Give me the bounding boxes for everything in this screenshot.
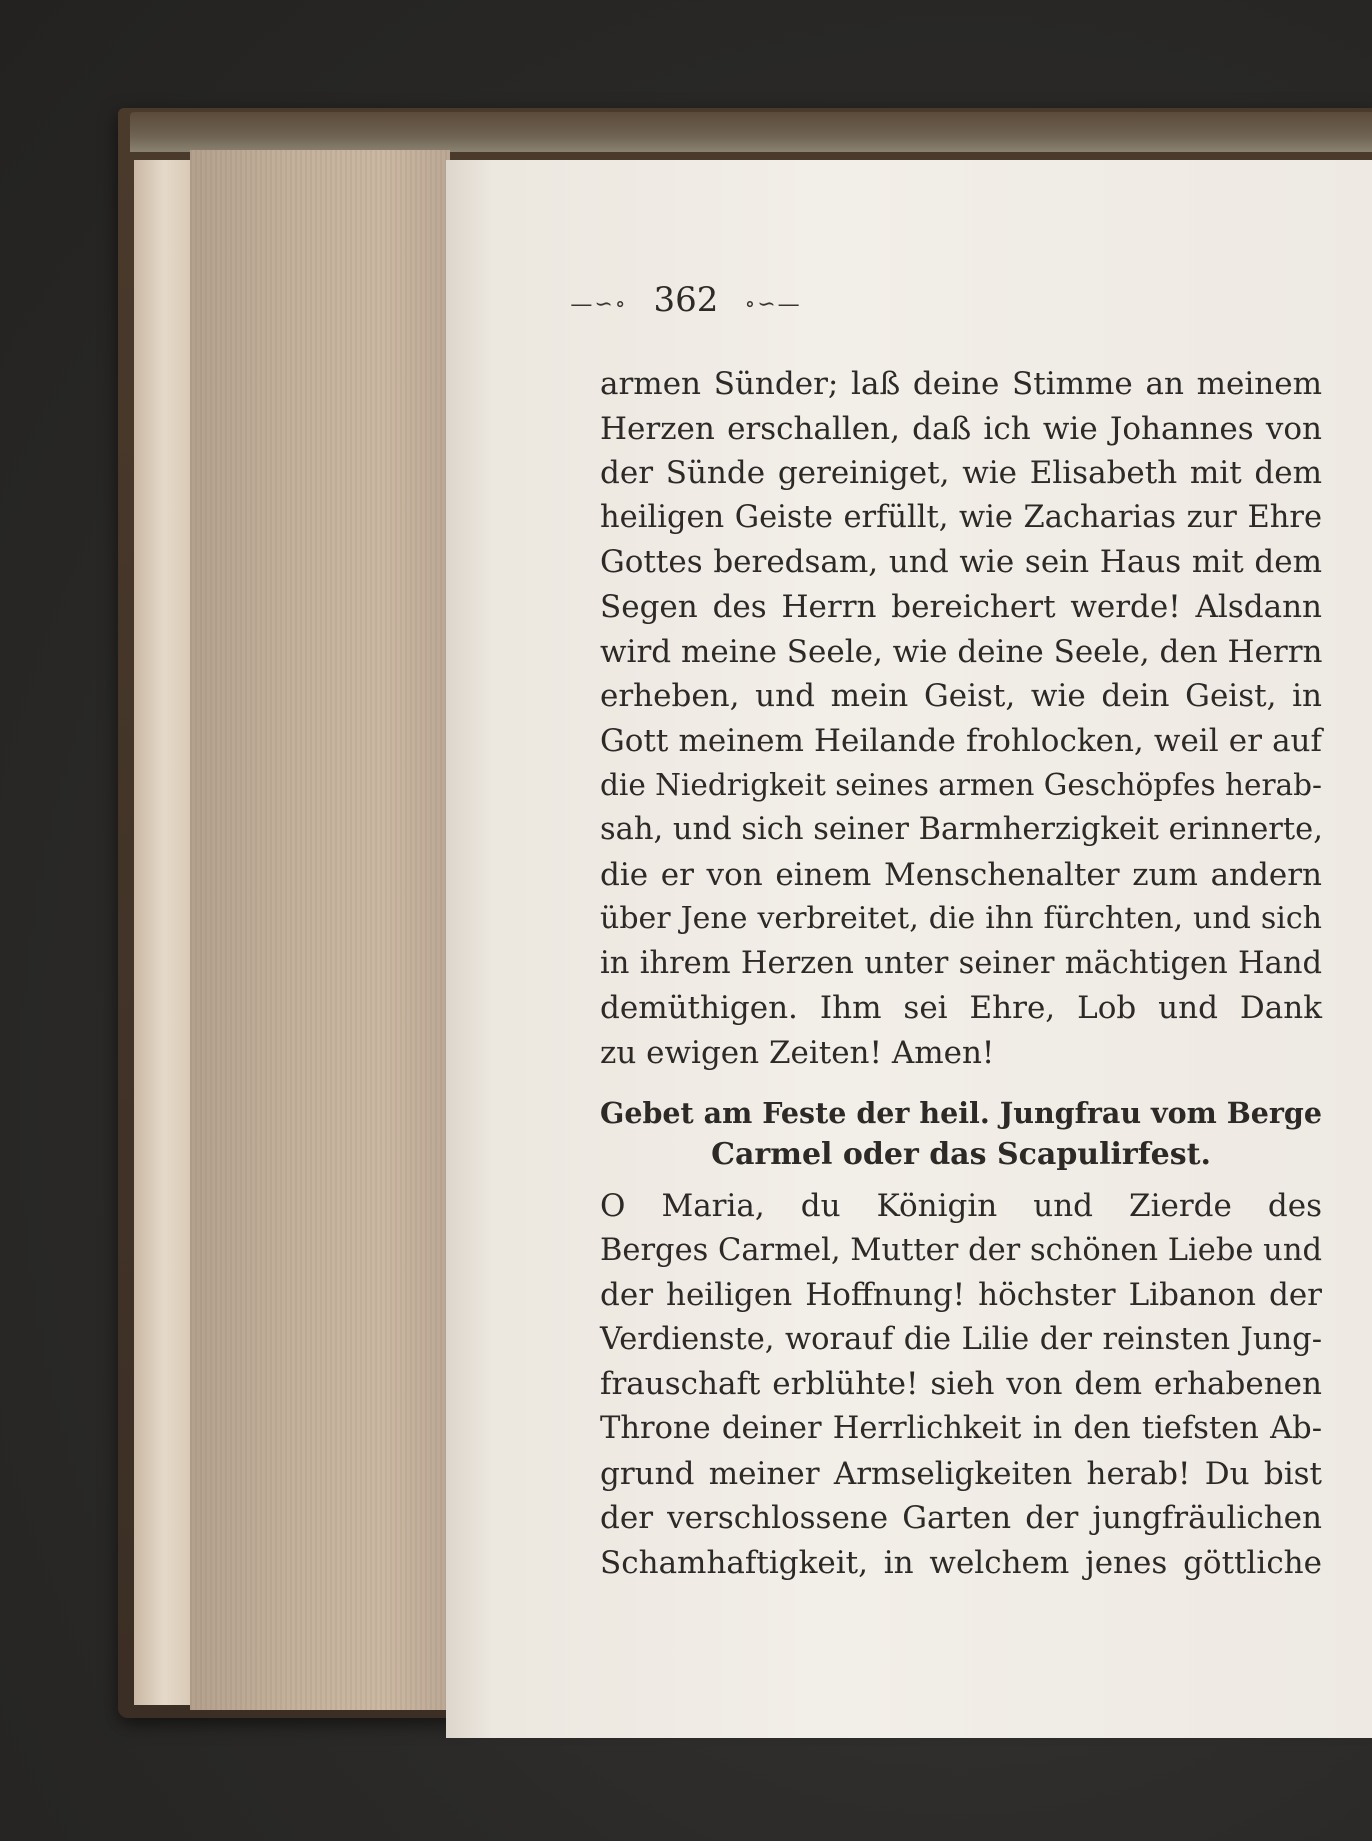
text-line: Schamhaftigkeit, in welchem jenes göttliche (600, 1544, 1322, 1581)
left-page-block (134, 160, 194, 1705)
paragraph-1 (600, 362, 1322, 1076)
text-line: wird meine Seele, wie deine Seele, den Herrn (600, 633, 1323, 670)
page-header (0, 280, 1372, 320)
text-line: frauschaft erblühte! sieh von dem erhabenen (600, 1366, 1322, 1403)
book-cover-top-edge (130, 112, 1372, 152)
text-line: die Niedrigkeit seines armen Geschöpfes herab- (600, 768, 1322, 803)
text-line: zu ewigen Zeiten! Amen! (600, 1034, 995, 1071)
text-line: der heiligen Hoffnung! höchster Libanon der (600, 1277, 1322, 1314)
heading-line: Gebet am Feste der heil. Jungfrau vom Berge (600, 1096, 1322, 1130)
text-line: die er von einem Menschenalter zum andern (600, 856, 1322, 893)
text-line: armen Sünder; laß deine Stimme an meinem (600, 366, 1322, 402)
ornament-left: —∽∘ (570, 292, 628, 317)
text-line: der verschlossene Garten der jungfräulichen (600, 1500, 1322, 1537)
heading-line: Carmel oder das Scapulirfest. (711, 1137, 1211, 1172)
text-line: Verdienste, worauf die Lilie der reinsten Jung- (600, 1321, 1322, 1357)
text-line: der Sünde gereiniget, wie Elisabeth mit dem (600, 455, 1322, 492)
section-heading (600, 1092, 1322, 1176)
text-line: O Maria, du Königin und Zierde des (600, 1188, 1322, 1224)
ornament-right: ∘∽— (744, 292, 802, 317)
text-line: Throne deiner Herrlichkeit in den tiefsten Ab- (600, 1410, 1322, 1446)
text-line: über Jene verbreitet, die ihn fürchten, und sich (600, 901, 1322, 937)
page-edges (190, 150, 450, 1710)
text-line: Gottes beredsam, und wie sein Haus mit dem (600, 544, 1322, 581)
text-line: in ihrem Herzen unter seiner mächtigen Hand (600, 945, 1322, 981)
text-line: sah, und sich seiner Barmherzigkeit erinnerte, (600, 811, 1323, 847)
page-number: 362 (653, 280, 719, 320)
text-line: Segen des Herrn bereichert werde! Alsdann (600, 588, 1322, 625)
paragraph-2 (600, 1184, 1322, 1585)
text-line: demüthigen. Ihm sei Ehre, Lob und Dank (600, 990, 1322, 1027)
text-line: grund meiner Armseligkeiten herab! Du bist (600, 1455, 1322, 1492)
text-line: Berges Carmel, Mutter der schönen Liebe und (600, 1232, 1322, 1268)
text-line: heiligen Geiste erfüllt, wie Zacharias zur Ehre (600, 499, 1322, 535)
text-line: Gott meinem Heilande frohlocken, weil er auf (600, 722, 1322, 759)
text-line: erheben, und mein Geist, wie dein Geist, in (600, 678, 1322, 715)
text-line: Herzen erschallen, daß ich wie Johannes von (600, 410, 1322, 447)
